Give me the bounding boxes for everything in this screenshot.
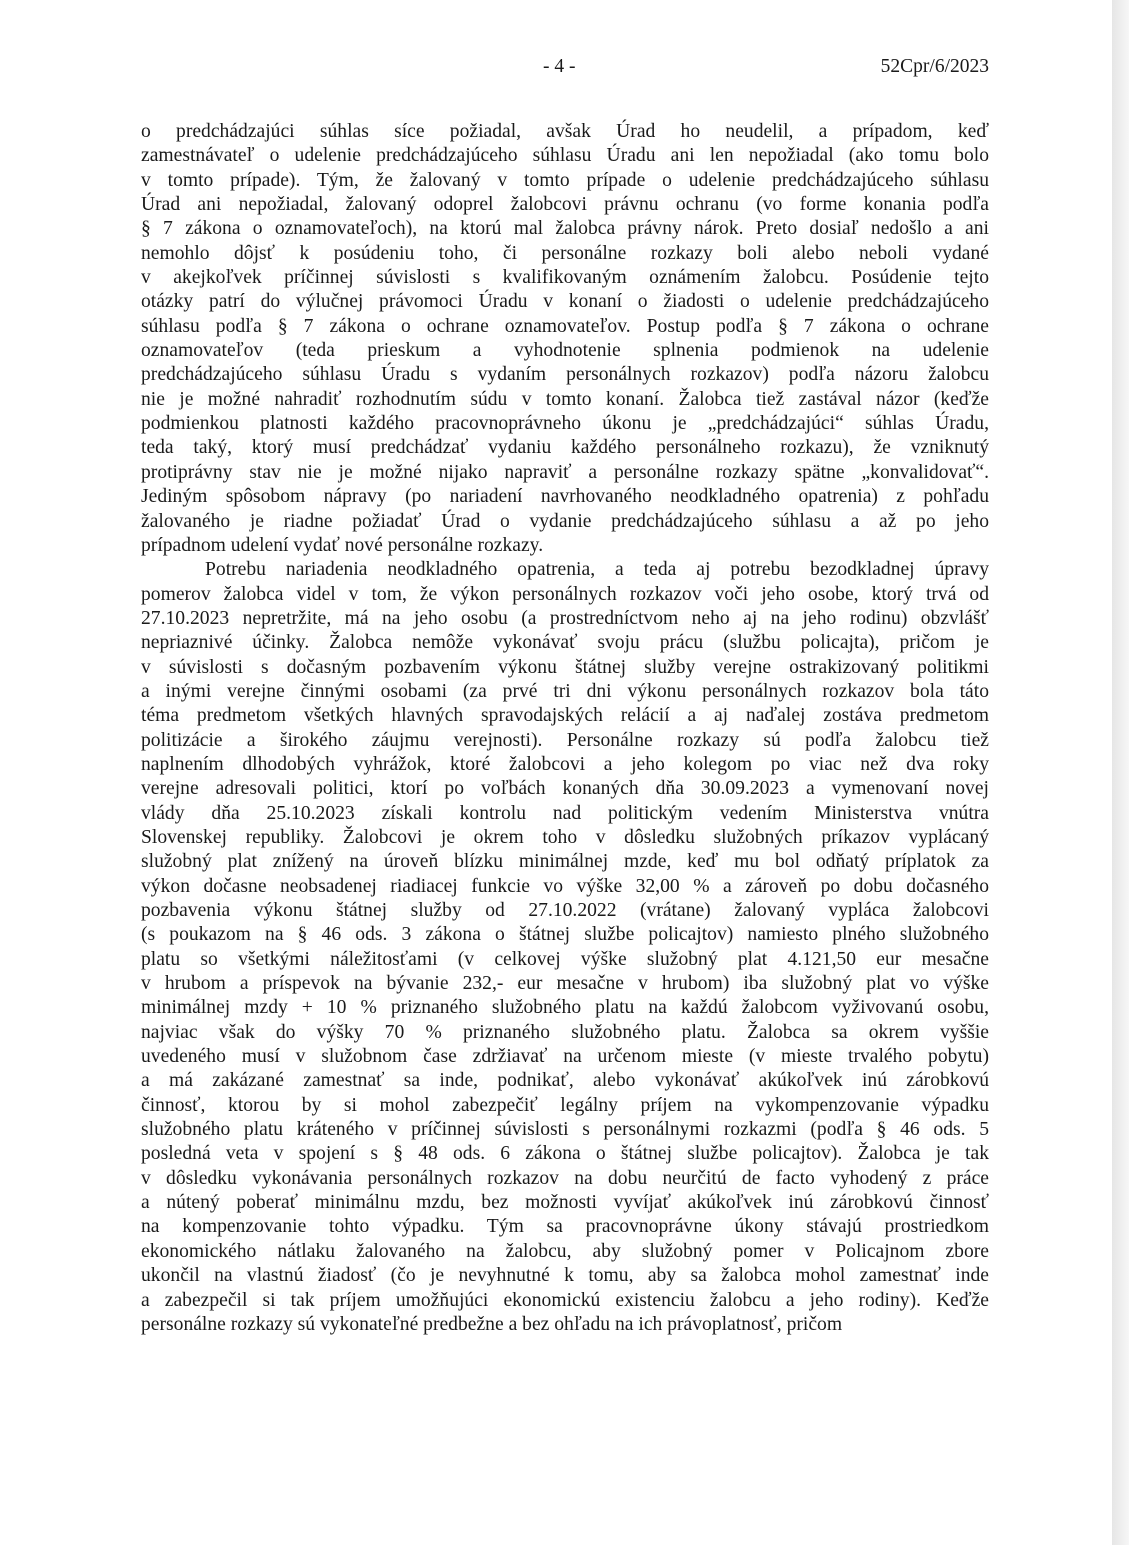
document-body	[141, 120, 989, 1337]
paragraph	[141, 120, 989, 558]
paragraph	[141, 558, 989, 1337]
text-line: (s poukazom na § 46 ods. 3 zákona o štátnej službe policajtov) namiesto plného služobného	[141, 924, 989, 946]
text-line: výkon dočasne neobsadenej riadiacej funkcie vo výške 32,00 % a zároveň po dobu dočasného	[141, 875, 989, 897]
text-line: otázky patrí do výlučnej právomoci Úradu v konaní o žiadosti o udelenie predchádzajúceho	[141, 291, 989, 313]
text-line: uvedeného musí v služobnom čase zdržiavať na určenom mieste (v mieste trvalého pobytu)	[141, 1046, 989, 1068]
text-line: ekonomického nátlaku žalovaného na žalobcu, aby služobný pomer v Policajnom zbore	[141, 1240, 989, 1262]
text-line: súhlasu podľa § 7 zákona o ochrane oznamovateľov. Postup podľa § 7 zákona o ochrane	[141, 315, 989, 337]
text-line: nepriaznivé účinky. Žalobca nemôže vykonávať svoju prácu (službu policajta), pričom je	[141, 632, 989, 654]
text-line: Potrebu nariadenia neodkladného opatrenia, a teda aj potrebu bezodkladnej úpravy	[205, 559, 989, 581]
text-line: téma predmetom všetkých hlavných spravodajských relácií a aj naďalej zostáva predmetom	[141, 705, 989, 727]
text-line: ukončil na vlastnú žiadosť (čo je nevyhnutné k tomu, aby sa žalobca mohol zamestnať inde	[141, 1265, 989, 1287]
text-line: služobného platu kráteného v príčinnej súvislosti s personálnymi rozkazmi (podľa § 46 ods. 5	[141, 1119, 989, 1141]
text-line: platu so všetkými náležitosťami (v celkovej výške služobný plat 4.121,50 eur mesačne	[141, 948, 989, 970]
text-line: nie je možné nahradiť rozhodnutím súdu v tomto konaní. Žalobca tiež zastával názor (keďže	[141, 388, 989, 410]
text-line: teda taký, ktorý musí predchádzať vydaniu každého personálneho rozkazu), že vzniknutý	[141, 437, 989, 459]
text-line: § 7 zákona o oznamovateľoch), na ktorú mal žalobca právny nárok. Preto dosiaľ nedošlo a ani	[141, 218, 989, 240]
text-line: v hrubom a príspevok na bývanie 232,- eur mesačne v hrubom) iba služobný plat vo výške	[141, 973, 989, 995]
text-line: Jediným spôsobom nápravy (po nariadení navrhovaného neodkladného opatrenia) z pohľadu	[141, 486, 989, 508]
text-line: v akejkoľvek príčinnej súvislosti s kvalifikovaným oznámením žalobcu. Posúdenie tejto	[141, 267, 989, 289]
text-line: činnosť, ktorou by si mohol zabezpečiť legálny príjem na vykompenzovanie výpadku	[141, 1094, 989, 1116]
text-line: verejne adresovali politici, ktorí po voľbách konaných dňa 30.09.2023 a vymenovaní novej	[141, 778, 989, 800]
text-line: a inými verejne činnými osobami (za prvé tri dni výkonu personálnych rozkazov bola táto	[141, 680, 989, 702]
text-line: vlády dňa 25.10.2023 získali kontrolu nad politickým vedením Ministerstva vnútra	[141, 802, 989, 824]
text-line: posledná veta v spojení s § 48 ods. 6 zákona o štátnej službe policajtov). Žalobca je tak	[141, 1143, 989, 1165]
text-line: podmienkou platnosti každého pracovnoprávneho úkonu je „predchádzajúci“ súhlas Úradu,	[141, 413, 989, 435]
text-line: zamestnávateľ o udelenie predchádzajúceho súhlasu Úradu ani len nepožiadal (ako tomu bolo	[141, 145, 989, 167]
text-line: personálne rozkazy sú vykonateľné predbežne a bez ohľadu na ich právoplatnosť, pričom	[141, 1313, 843, 1335]
case-number: 52Cpr/6/2023	[880, 56, 989, 77]
text-line: Slovenskej republiky. Žalobcovi je okrem toho v dôsledku služobných príkazov vyplácaný	[141, 826, 989, 848]
text-line: naplnením dlhodobých vyhrážok, ktoré žalobcovi a jeho kolegom po viac než dva roky	[141, 753, 989, 775]
text-line: prípadnom udelení vydať nové personálne rozkazy.	[141, 534, 544, 556]
text-line: nemohlo dôjsť k posúdeniu toho, či personálne rozkazy boli alebo neboli vydané	[141, 242, 989, 264]
text-line: Úrad ani nepožiadal, žalovaný odoprel žalobcovi právnu ochranu (vo forme konania podľa	[141, 194, 989, 216]
text-line: pozbavenia výkonu štátnej služby od 27.10.2022 (vrátane) žalovaný vypláca žalobcovi	[141, 900, 989, 921]
text-line: v dôsledku vykonávania personálnych rozkazov na dobu neurčitú de facto vyhodený z práce	[141, 1167, 989, 1189]
text-line: protiprávny stav nie je možné nijako napraviť a personálne rozkazy spätne „konvalidovať“.	[141, 461, 989, 483]
text-line: žalovaného je riadne požiadať Úrad o vydanie predchádzajúceho súhlasu a až po jeho	[141, 510, 989, 532]
page-edge-shadow	[1112, 0, 1129, 1545]
text-line: oznamovateľov (teda prieskum a vyhodnotenie splnenia podmienok na udelenie	[141, 340, 989, 362]
text-line: predchádzajúceho súhlasu Úradu s vydaním personálnych rozkazov) podľa názoru žalobcu	[141, 364, 989, 386]
text-line: a nútený poberať minimálnu mzdu, bez možnosti vyvíjať akúkoľvek inú zárobkovú činnosť	[141, 1192, 989, 1214]
text-line: pomerov žalobca videl v tom, že výkon personálnych rozkazov voči jeho osobe, ktorý trvá od	[141, 583, 989, 605]
text-line: služobný plat znížený na úroveň blízku minimálnej mzde, keď mu bol odňatý príplatok za	[141, 851, 989, 873]
text-line: 27.10.2023 nepretržite, má na jeho osobu (a prostredníctvom neho aj na jeho rodinu) obzvlášť	[141, 607, 989, 629]
text-line: v tomto prípade). Tým, že žalovaný v tomto prípade o udelenie predchádzajúceho súhlasu	[141, 169, 989, 191]
text-line: politizácie a širokého záujmu verejnosti). Personálne rozkazy sú podľa žalobcu tiež	[141, 729, 989, 751]
text-line: v súvislosti s dočasným pozbavením výkonu štátnej služby verejne ostrakizovaný politikmi	[141, 656, 989, 678]
text-line: o predchádzajúci súhlas síce požiadal, avšak Úrad ho neudelil, a prípadom, keď	[141, 121, 989, 142]
page-number: - 4 -	[543, 56, 576, 77]
text-line: a zabezpečil si tak príjem umožňujúci ekonomickú existenciu žalobcu a jeho rodiny). Keďže	[141, 1289, 989, 1311]
page-header	[0, 56, 1112, 86]
text-line: minimálnej mzdy + 10 % priznaného služobného platu na každú žalobcom vyživovanú osobu,	[141, 997, 989, 1019]
text-line: na kompenzovanie tohto výpadku. Tým sa pracovnoprávne úkony stávajú prostriedkom	[141, 1216, 989, 1238]
text-line: a má zakázané zamestnať sa inde, podnikať, alebo vykonávať akúkoľvek inú zárobkovú	[141, 1070, 989, 1092]
text-line: najviac však do výšky 70 % priznaného služobného platu. Žalobca sa okrem vyššie	[141, 1021, 989, 1043]
